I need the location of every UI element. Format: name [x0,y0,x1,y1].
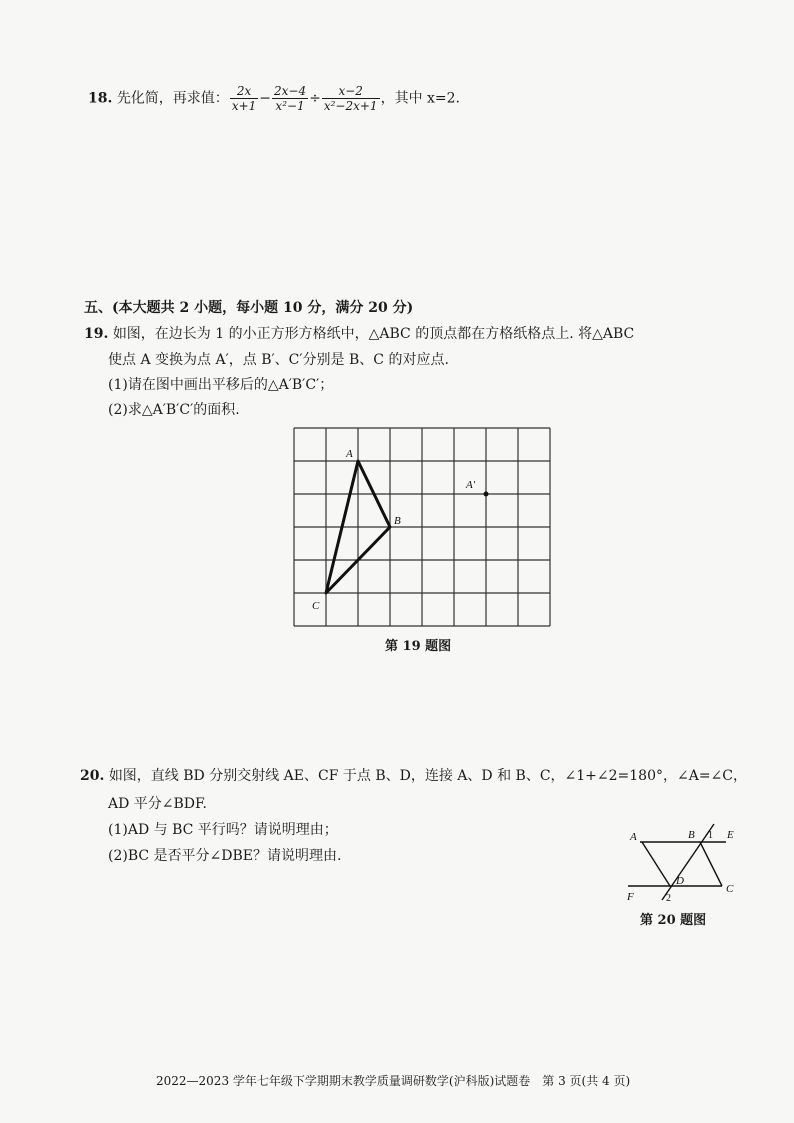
label-a: A [630,831,637,843]
q19-part1: (1)请在图中画出平移后的△A′B′C′； [108,377,334,393]
label-2: 2 [666,893,671,904]
question-18 [88,84,460,113]
label-b: B [394,515,401,527]
q19-grid-figure [292,426,554,632]
q19-number: 19. [84,326,109,342]
q19-text-1: 如图，在边长为 1 的小正方形方格纸中，△ABC 的顶点都在方格纸格点上. 将△ABC [112,326,635,342]
q18-f1-numerator: 2x [230,84,258,99]
q18-f3-numerator: x−2 [322,84,380,99]
q19-line1 [84,324,634,344]
q20-text-1: 如图，直线 BD 分别交射线 AE、CF 于点 B、D，连接 A、D 和 B、C，∠1+∠2=180°，∠A=∠C， [108,768,748,784]
q20-figure [626,820,744,908]
q18-f2-numerator: 2x−4 [274,84,307,98]
q18-f2-denominator: x²−1 [275,99,305,113]
q20-part1: (1)AD 与 BC 平行吗？请说明理由； [108,822,338,838]
q20-part2: (2)BC 是否平分∠DBE？请说明理由. [108,848,342,864]
label-f: F [627,891,634,903]
segment-bc [700,842,722,886]
q18-lead: 先化简，再求值： [116,90,229,107]
q19-line2: 使点 A 变换为点 A′，点 B′、C′分别是 B、C 的对应点. [108,352,449,368]
q18-number: 18. [88,90,113,107]
q18-f1-denominator: x+1 [231,99,257,113]
page-footer: 2022—2023 学年七年级下学期期末教学质量调研数学(沪科版)试题卷 第 3 页(共 4 页) [156,1074,631,1088]
point-a-prime [484,492,489,497]
q19-caption: 第 19 题图 [385,639,452,654]
label-a: A [346,448,353,460]
label-c: C [312,600,320,612]
segment-ad [642,842,670,886]
section-5-heading: 五、(本大题共 2 小题，每小题 10 分，满分 20 分) [84,300,414,316]
grid-lines [294,428,550,626]
q18-fraction-3 [322,84,380,113]
label-a-prime: A′ [466,479,476,491]
q18-divide: ÷ [309,90,321,107]
label-1: 1 [708,830,713,841]
label-d: D [676,875,684,887]
q18-f3-denominator: x²−2x+1 [323,99,378,113]
q18-fraction-1 [230,84,258,113]
label-c: C [726,883,734,895]
q18-fraction-2 [272,84,308,113]
q18-tail: ，其中 x=2. [380,90,461,107]
label-b: B [688,829,695,841]
q20-caption: 第 20 题图 [640,913,707,928]
q19-part2: (2)求△A′B′C′的面积. [108,402,240,418]
label-e: E [727,829,734,841]
q20-number: 20. [80,768,105,784]
q18-minus: − [259,90,272,107]
q20-line1 [80,766,747,786]
q20-line2: AD 平分∠BDF. [108,796,208,812]
